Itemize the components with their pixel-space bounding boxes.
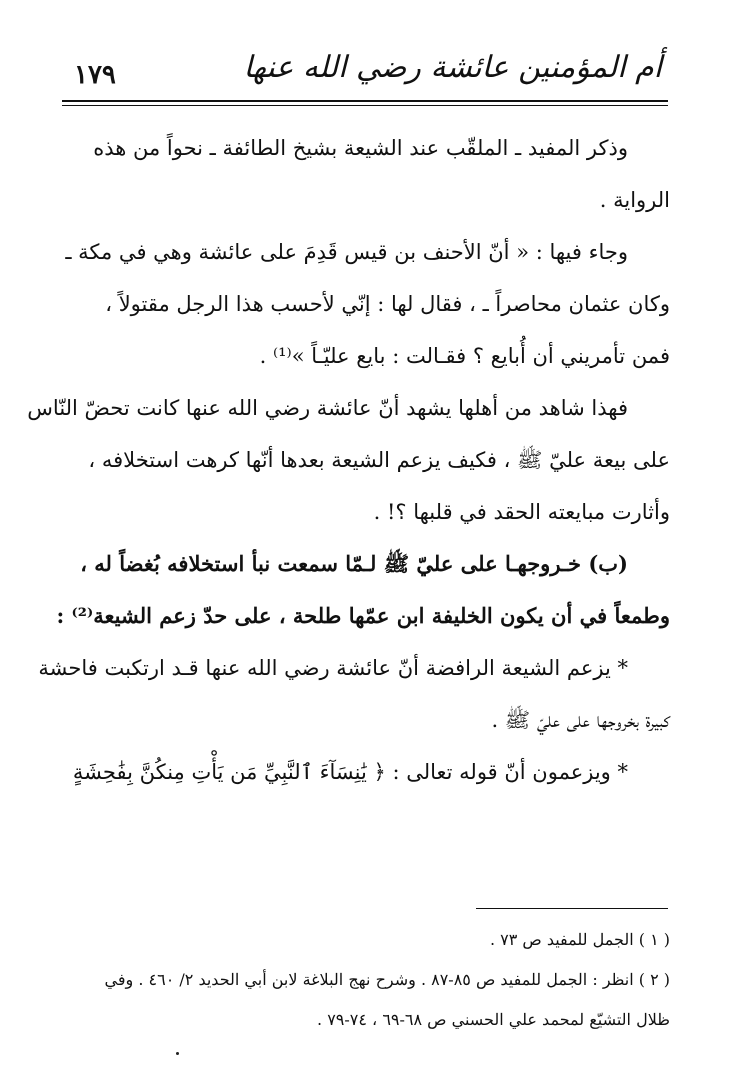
text-line: وكان عثمان محاصراً ـ ، فقال لها : إنّي لأحسب هذا الرجل مقتولاً ، (105, 292, 670, 316)
text-line: على بيعة عليّ ﷺ ، فكيف يزعم الشيعة بعدها أنّها كرهت استخلافه ، (88, 448, 670, 472)
text-line: وجاء فيها : « أنّ الأحنف بن قيس قَدِمَ على عائشة وهي في مكة ـ (65, 240, 628, 264)
text-line: * ويزعمون أنّ قوله تعالى : ﴿ يَٰنِسَآءَ ٱلنَّبِيِّ مَن يَأْتِ مِنكُنَّ بِفَٰحِشَةٍ (72, 760, 628, 784)
footnote-line: ظلال التشيّع لمحمد علي الحسني ص ٦٨-٦٩ ، ٧٤-٧٩ . (317, 1010, 670, 1029)
section-heading-line: وطمعاً في أن يكون الخليفة ابن عمّها طلحة ، على حدّ زعم الشيعة⁽²⁾ : (56, 603, 670, 628)
footnote-line: ( ٢ ) انظر : الجمل للمفيد ص ٨٥-٨٧ . وشرح نهج البلاغة لابن أبي الحديد ٢/ ٤٦٠ . وفي (104, 970, 670, 989)
footnote-line: ( ١ ) الجمل للمفيد ص ٧٣ . (489, 930, 670, 949)
page-number: ١٧٩ (74, 60, 116, 90)
footnote-rule (476, 908, 668, 909)
text-line: فمن تأمريني أن أُبايع ؟ فقـالت : بايع عليّـاً »⁽¹⁾ . (259, 344, 670, 368)
running-title: أم المؤمنين عائشة رضي الله عنها (243, 50, 662, 85)
body-text (27, 122, 670, 798)
text-line: فهذا شاهد من أهلها يشهد أنّ عائشة رضي الله عنها كانت تحضّ النّاس (27, 396, 628, 420)
text-line: * يزعم الشيعة الرافضة أنّ عائشة رضي الله عنها قـد ارتكبت فاحشة (38, 656, 628, 680)
section-heading-line: (ب) خـروجهـا على عليّ ﷺ لـمّا سمعت نبأ استخلافه بُغضاً له ، (80, 551, 628, 576)
header-rule (62, 100, 668, 106)
text-line: كبيرة بخروجها على عليّ ﷺ . (491, 708, 670, 732)
page-header (62, 48, 662, 98)
text-line: وذكر المفيد ـ الملقّب عند الشيعة بشيخ الطائفة ـ نحواً من هذه (93, 136, 628, 160)
footnotes (60, 920, 670, 1040)
text-line: وأثارت مبايعته الحقد في قلبها ؟! . (373, 500, 670, 524)
text-line: الرواية . (599, 188, 670, 212)
print-speck (176, 1052, 179, 1055)
